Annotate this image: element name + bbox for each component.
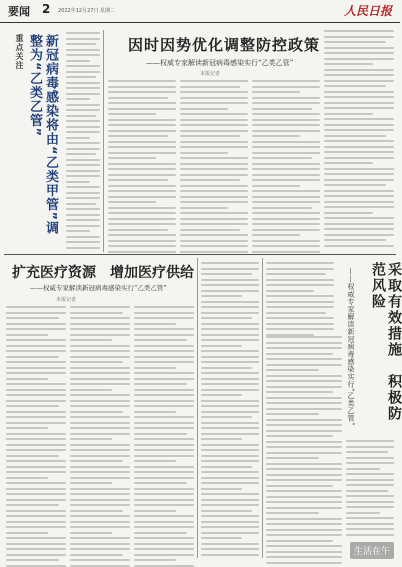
top-article-col-4 xyxy=(324,30,394,250)
sidebar-headline: 新冠病毒感染将由“乙类甲管”调整为“乙类乙管” xyxy=(27,34,58,236)
section-label: 要闻 xyxy=(8,5,30,18)
sidebar-kicker: 重点关注 xyxy=(15,34,24,70)
left-article-col-2 xyxy=(70,306,130,558)
left-article-subtitle: ——权威专家解读新冠病毒感染实行“乙类乙管” xyxy=(30,284,167,292)
sidebar-text xyxy=(66,32,100,250)
top-article-subtitle: ——权威专家解读新冠病毒感染实行“乙类乙管” xyxy=(146,59,294,67)
right-article-subtitle: ——权威专家解读新冠病毒感染实行“乙类乙管” xyxy=(347,268,355,427)
left-article-title: 扩充医疗资源 增加医疗供给 xyxy=(12,265,194,281)
newspaper-logo: 人民日报 xyxy=(343,4,392,18)
top-article-col-3 xyxy=(252,80,320,250)
page-number: 2 xyxy=(42,2,51,16)
top-article-title: 因时因势优化调整防控政策 xyxy=(128,36,321,54)
left-article-col-3 xyxy=(134,306,194,558)
right-article-col-1 xyxy=(266,336,342,558)
right-article-intro xyxy=(266,262,334,332)
left-article-byline: 本报记者 xyxy=(56,297,77,303)
watermark: 生活在午 xyxy=(350,542,394,559)
left-article-col-1 xyxy=(6,306,66,558)
top-article-byline: 本报记者 xyxy=(200,71,221,77)
page-header xyxy=(0,0,400,23)
middle-article-col-1 xyxy=(201,262,259,558)
top-article-col-1 xyxy=(108,80,176,250)
top-article-col-2 xyxy=(180,80,248,250)
right-article-col-2 xyxy=(346,440,394,540)
right-article-title: 采取有效措施 积极防范风险 xyxy=(370,262,402,422)
issue-date: 2022年12月27日 星期二 xyxy=(58,8,116,14)
